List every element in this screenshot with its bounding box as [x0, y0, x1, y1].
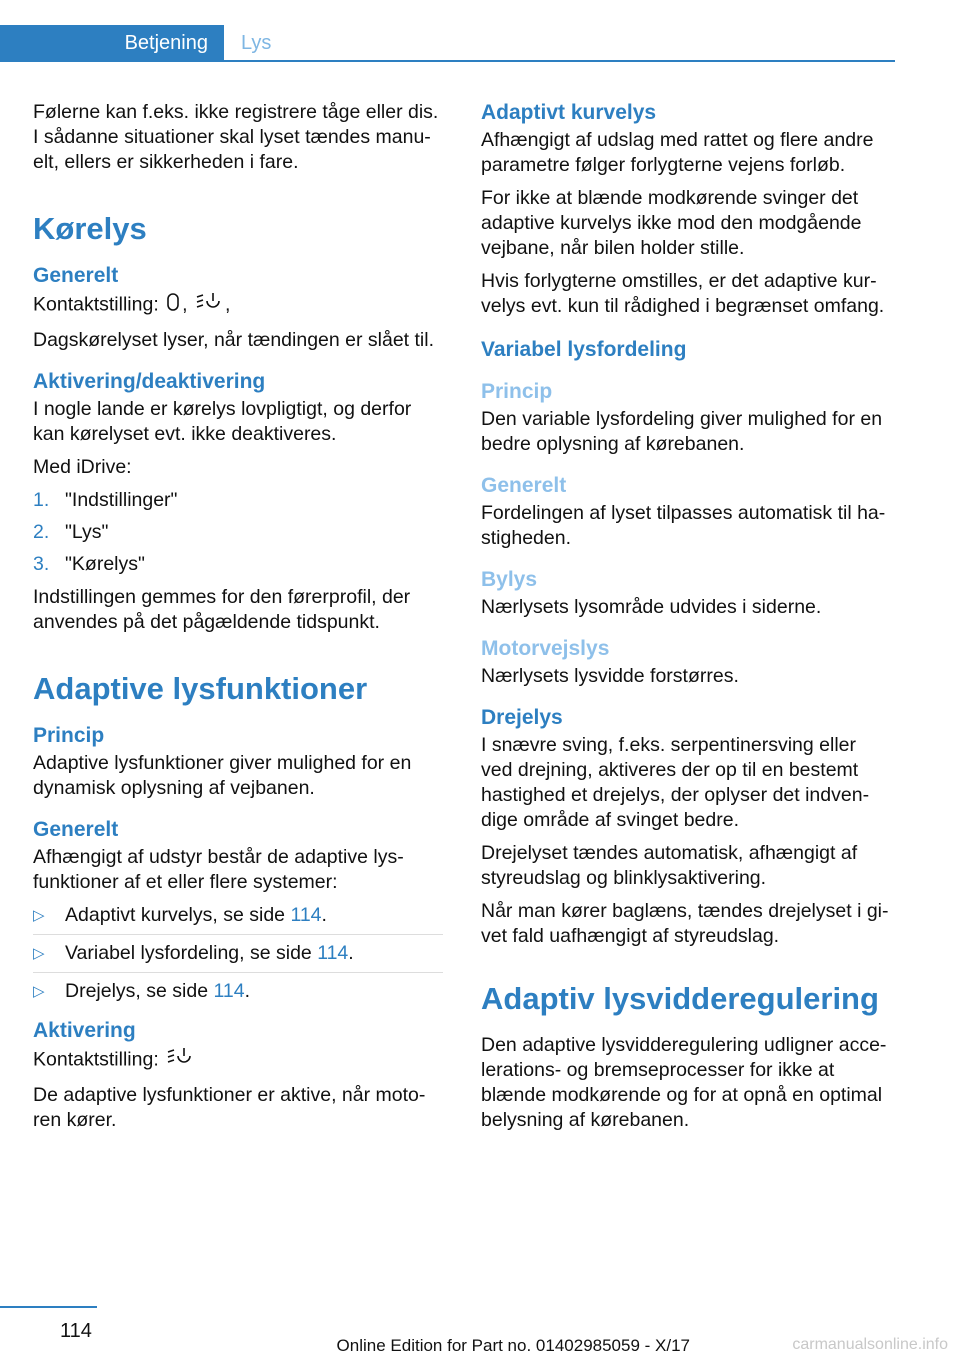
heading-generelt-variabel: Generelt: [481, 474, 567, 497]
heading-adaptivt-kurvelys: Adaptivt kurvelys: [481, 101, 657, 124]
drejelys-paragraph-3: Når man kører baglæns, tændes drejelyset i gi-vet fald uafhængigt af styreudslag.: [481, 900, 889, 947]
generelt-variabel-paragraph: Fordelingen af lyset tilpasses automatisk til ha-stigheden.: [481, 502, 886, 549]
separator: ,: [225, 293, 231, 316]
left-column: [33, 100, 443, 1141]
heading-adaptiv-lysvidderegulering: Adaptiv lysvidderegulering: [481, 981, 879, 1016]
page-number: 114: [60, 1320, 92, 1342]
heading-adaptive-lysfunktioner: Adaptive lysfunktioner: [33, 671, 368, 706]
kontaktstilling-line: [33, 291, 443, 320]
separator: ,: [182, 293, 188, 316]
engine-start-icon: [166, 1046, 194, 1075]
drejelys-paragraph-2: Drejelyset tændes automatisk, afhængigt af styreudslag og blinklysaktivering.: [481, 842, 858, 889]
drejelys-paragraph-1: I snævre sving, f.eks. serpentinersving eller ved drejning, aktiveres der op til en bestemt hastighed et drejelys, der oplyser det indven-dige område af svinget bedre.: [481, 734, 870, 831]
kurvelys-paragraph-2: For ikke at blænde modkørende svinger det adaptive kurvelys ikke mod den modgående vejbane, når bilen holder stille.: [481, 187, 862, 259]
page-link[interactable]: 114: [290, 904, 322, 926]
right-column: [481, 100, 891, 1141]
list-item: 2. "Lys": [33, 521, 109, 543]
watermark: carmanualsonline.info: [792, 1336, 948, 1353]
heading-aktivering: Aktivering: [33, 1019, 136, 1042]
lande-paragraph: I nogle lande er kørelys lovpligtigt, og derfor kan kørelyset evt. ikke deaktiveres.: [33, 398, 412, 445]
heading-aktivering-deaktivering: Aktivering/deaktivering: [33, 370, 266, 393]
kontakt-label: Kontaktstilling:: [33, 1048, 159, 1071]
intro-paragraph: Følerne kan f.eks. ikke registrere tåge eller dis. I sådanne situationer skal lyset tændes manu-elt, ellers er sikkerheden i fare.: [33, 101, 439, 173]
indstillingen-paragraph: Indstillingen gemmes for den førerprofil, der anvendes på det pågældende tidspunkt.: [33, 586, 411, 633]
heading-drejelys: Drejelys: [481, 706, 563, 729]
systems-list: [33, 903, 443, 1004]
list-item: ▷ Drejelys, se side 114.: [33, 980, 250, 1002]
heading-princip: Princip: [33, 724, 105, 747]
ignition-off-icon: [166, 292, 180, 319]
heading-variabel-lysfordeling: Variabel lysfordeling: [481, 338, 687, 361]
afhaengigt-paragraph: Afhængigt af udstyr består de adaptive lys-funktioner af et eller flere systemer:: [33, 846, 404, 893]
list-item: ▷ Variabel lysfordeling, se side 114.: [33, 941, 443, 973]
header-rule: [0, 60, 895, 62]
princip-variabel-paragraph: Den variable lysfordeling giver mulighed for en bedre oplysning af kørebanen.: [481, 408, 883, 455]
list-item: 3. "Kørelys": [33, 553, 145, 575]
page-link[interactable]: 114: [317, 942, 349, 964]
engine-start-icon: [195, 291, 223, 320]
heading-generelt: Generelt: [33, 264, 119, 287]
kontakt-label: Kontaktstilling:: [33, 293, 159, 316]
kurvelys-paragraph-3: Hvis forlygterne omstilles, er det adaptive kur-velys evt. kun til rådighed i begrænset omfang.: [481, 270, 885, 317]
heading-bylys: Bylys: [481, 568, 538, 591]
footer-rule: [0, 1306, 97, 1308]
heading-generelt-2: Generelt: [33, 818, 119, 841]
tab-lys: Lys: [241, 32, 272, 54]
princip-paragraph: Adaptive lysfunktioner giver mulighed for en dynamisk oplysning af vejbanen.: [33, 752, 412, 799]
heading-princip-variabel: Princip: [481, 380, 553, 403]
lysvidde-paragraph: Den adaptive lysvidderegulering udligner acce-lerations- og bremseprocesser for ikke at blænde modkørende og for at opnå en optimal belysning af kørebanen.: [481, 1034, 887, 1131]
list-item: 1. "Indstillinger": [33, 489, 178, 511]
idrive-label: Med iDrive:: [33, 456, 132, 478]
heading-motorvejslys: Motorvejslys: [481, 637, 610, 660]
kontaktstilling-line-2: [33, 1046, 443, 1075]
list-item: ▷ Adaptivt kurvelys, se side 114.: [33, 903, 443, 935]
bylys-paragraph: Nærlysets lysområde udvides i siderne.: [481, 596, 822, 618]
tab-betjening: Betjening: [0, 25, 224, 62]
aktive-paragraph: De adaptive lysfunktioner er aktive, når moto-ren kører.: [33, 1084, 426, 1131]
page-link[interactable]: 114: [213, 980, 245, 1002]
kurvelys-paragraph-1: Afhængigt af udslag med rattet og flere andre parametre følger forlygterne vejens forløb.: [481, 129, 874, 176]
heading-korelys: Kørelys: [33, 211, 147, 246]
edition-text: Online Edition for Part no. 01402985059 - X/17: [336, 1336, 690, 1355]
motorvej-paragraph: Nærlysets lysvidde forstørres.: [481, 665, 739, 687]
dagskorelys-paragraph: Dagskørelyset lyser, når tændingen er slået til.: [33, 329, 435, 351]
idrive-steps: [33, 488, 443, 577]
